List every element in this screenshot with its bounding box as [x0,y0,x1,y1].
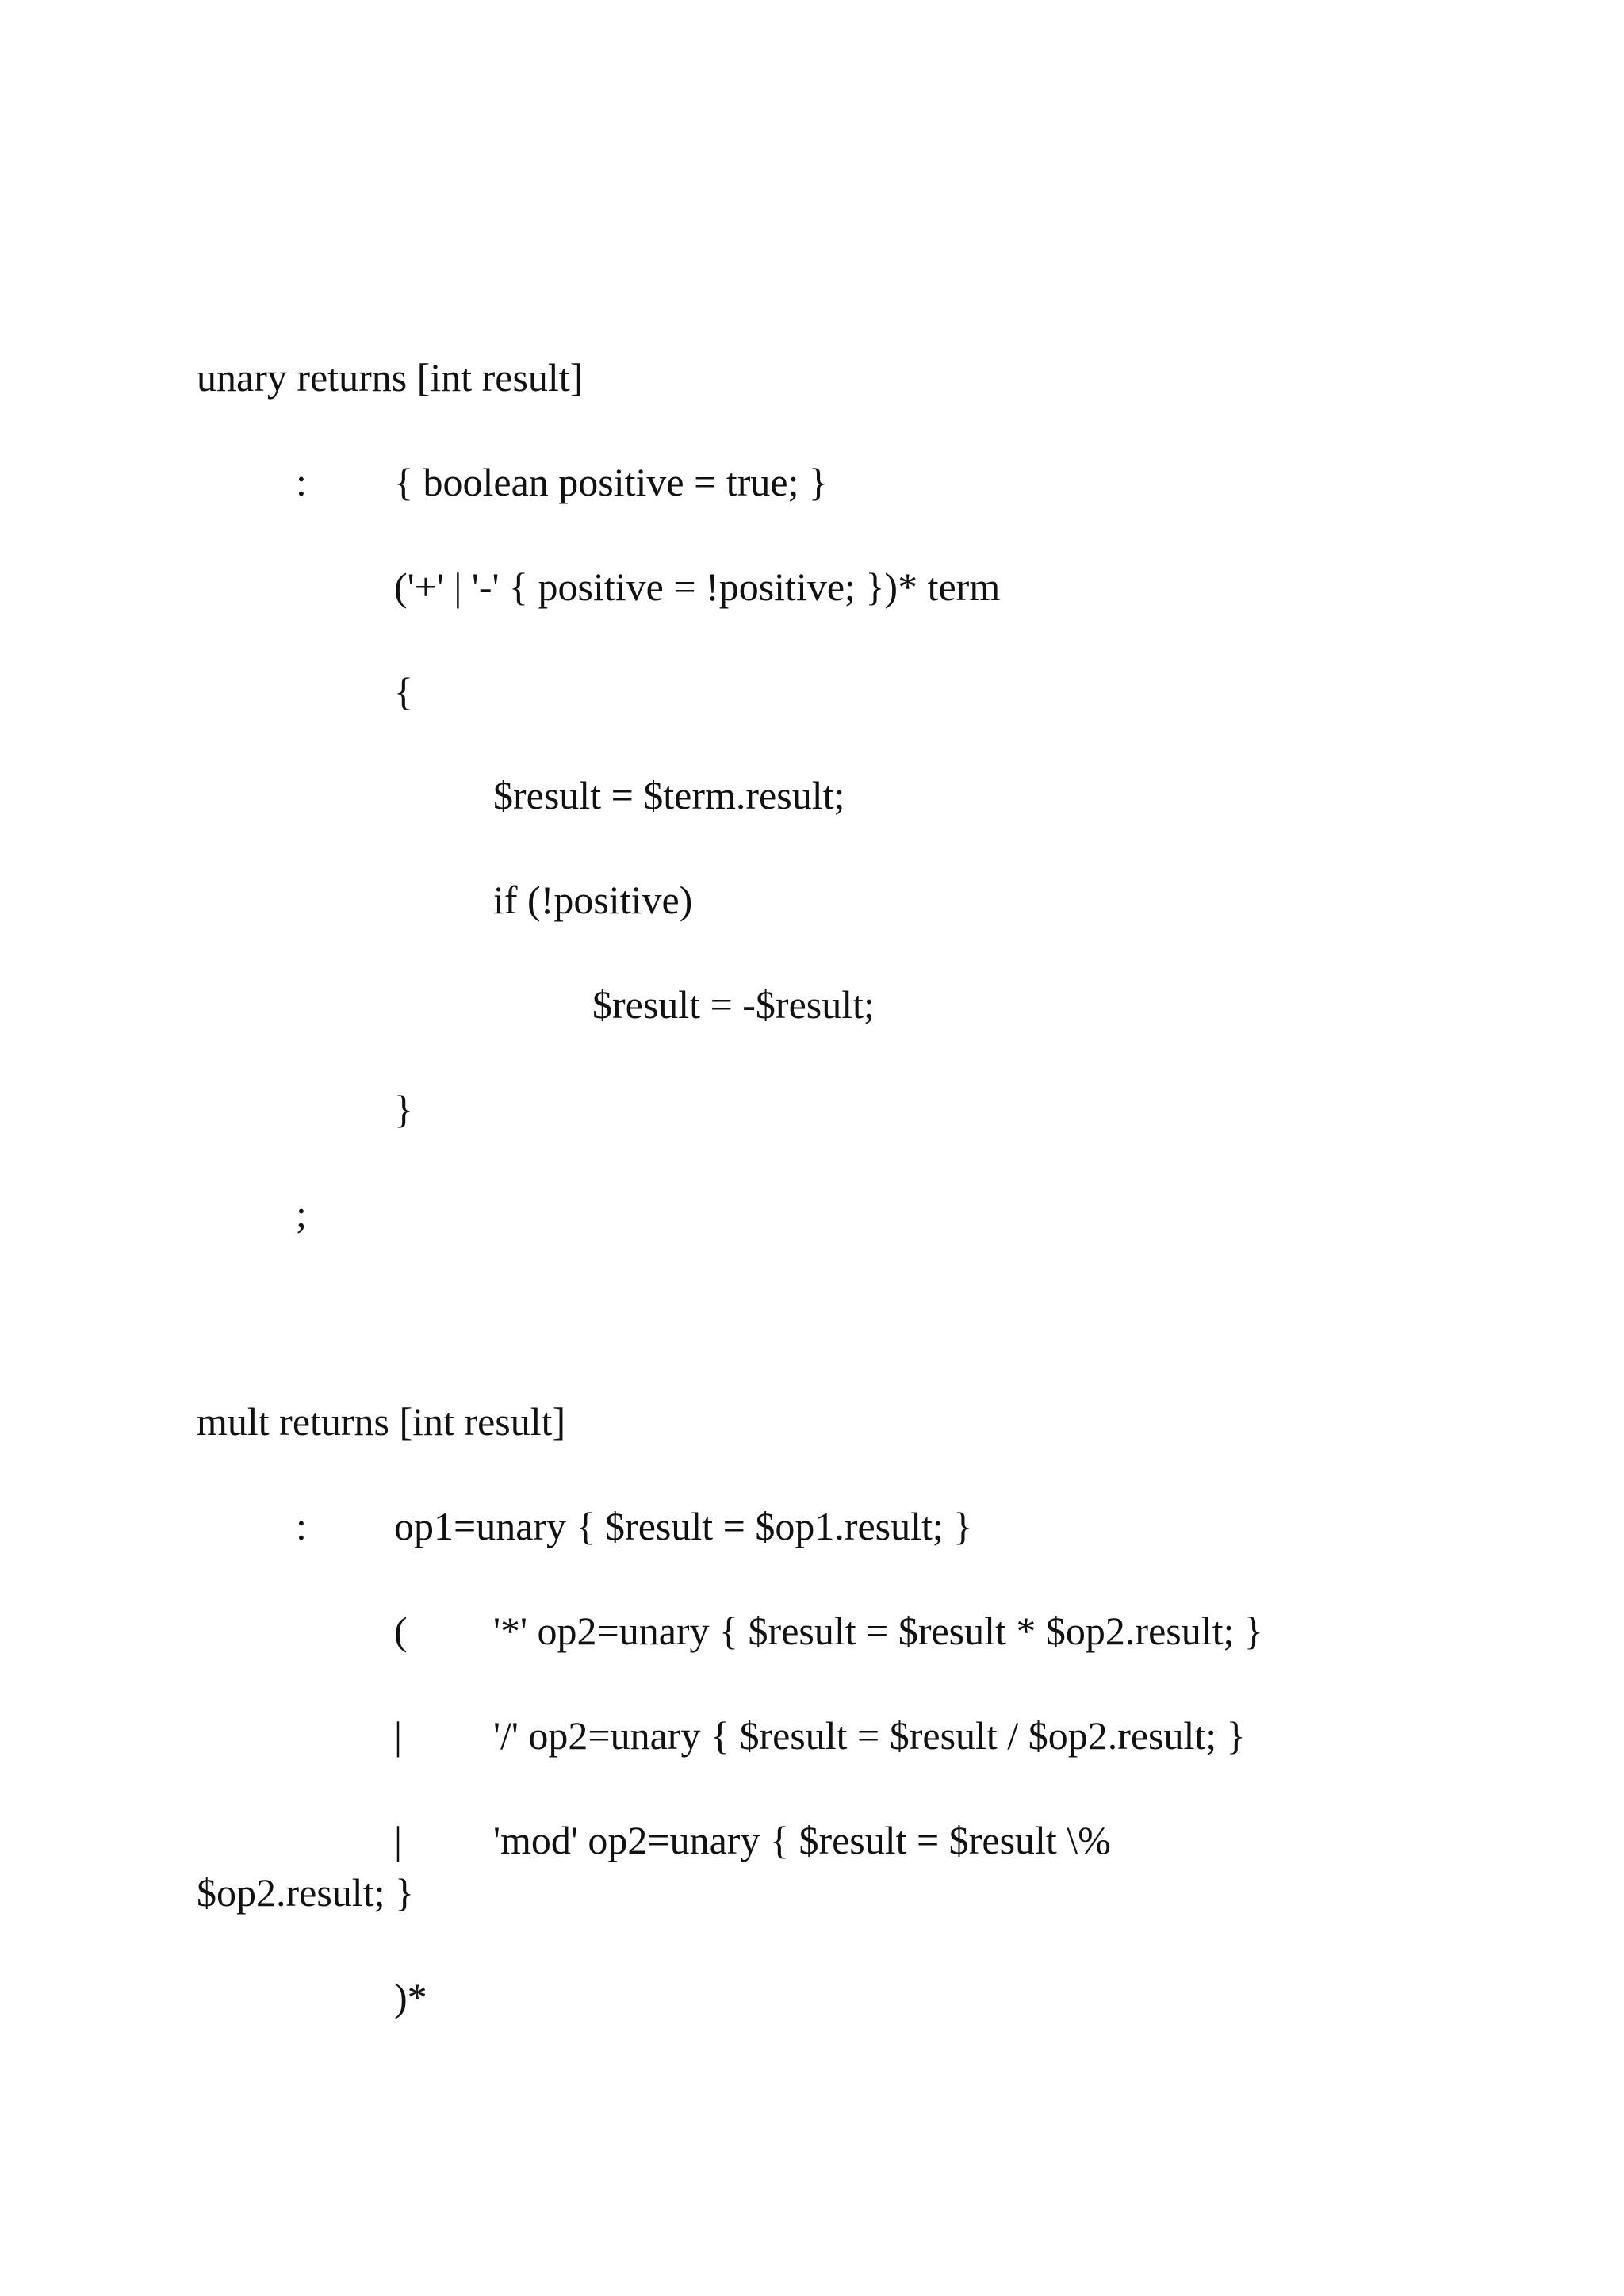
code-line-wrapped: $op2.result; } [197,1870,414,1915]
rule-colon: : [296,460,307,504]
code-line: ( [394,1609,408,1653]
code-line: '/' op2=unary { $result = $result / $op2.result; } [493,1713,1246,1758]
code-line: '*' op2=unary { $result = $result * $op2.result; } [493,1609,1263,1653]
code-line: | [394,1713,403,1758]
rule-colon: : [296,1504,307,1548]
rule-terminator: ; [296,1192,307,1236]
code-line: { boolean positive = true; } [394,460,828,504]
code-line: | [394,1818,403,1862]
code-line: { [394,669,413,714]
code-line: ('+' | '-' { positive = !positive; })* term [394,564,1001,609]
code-line: $result = $term.result; [493,773,845,817]
code-line: 'mod' op2=unary { $result = $result \% [493,1818,1111,1862]
code-line: $result = -$result; [592,982,875,1027]
rule-header-unary: unary returns [int result] [197,355,584,400]
code-line: if (!positive) [493,878,693,922]
rule-header-mult: mult returns [int result] [197,1399,566,1444]
code-line: )* [394,1975,427,2019]
code-line: } [394,1087,413,1131]
code-line: op1=unary { $result = $op1.result; } [394,1504,973,1548]
